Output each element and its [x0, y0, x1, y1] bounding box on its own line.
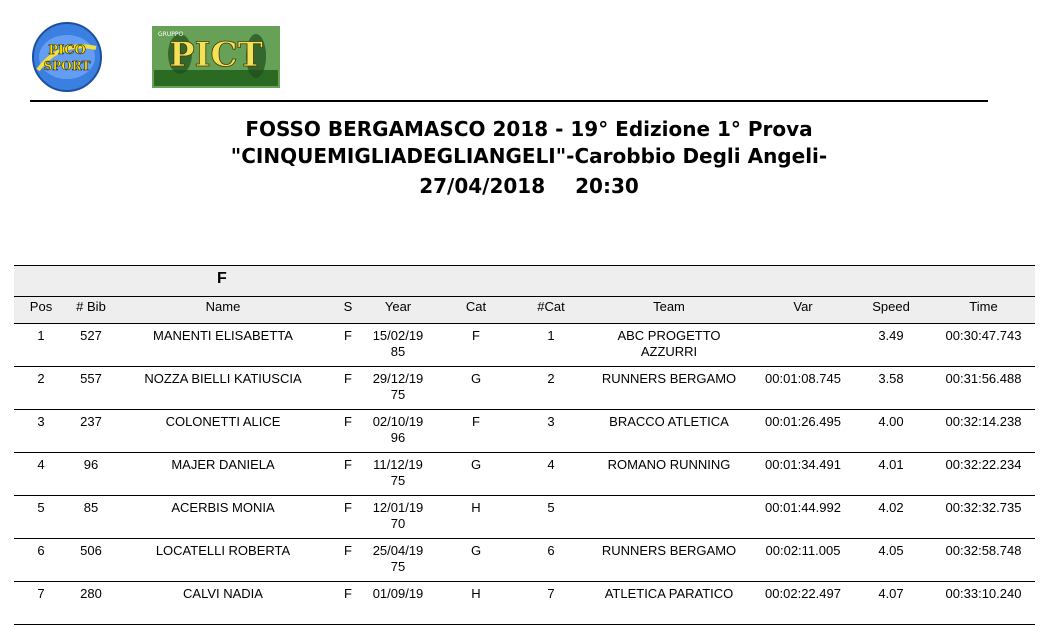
- event-datetime: [0, 173, 1058, 200]
- pict-group-logo: [152, 26, 280, 88]
- row-bib-cell: 506: [68, 539, 114, 582]
- row-bib-cell: 280: [68, 582, 114, 625]
- row-team-cell-line1: ATLETICA PARATICO: [604, 586, 734, 601]
- row-year-cell: [364, 539, 432, 582]
- pict-logo-main: PICT: [169, 35, 263, 75]
- row-year-cell-line2: 75: [390, 387, 406, 402]
- row-cat-cell: G: [432, 539, 520, 582]
- column-header-bib: # Bib: [68, 297, 114, 324]
- row-team-cell: [582, 453, 756, 496]
- row-speed-cell: 4.01: [850, 453, 932, 496]
- event-time: 20:30: [575, 174, 639, 198]
- row-speed-cell: 3.49: [850, 324, 932, 367]
- row-sex-cell: F: [332, 453, 364, 496]
- row-sex-cell: F: [332, 324, 364, 367]
- table-row: [14, 539, 1035, 582]
- table-row: [14, 582, 1035, 625]
- row-name-cell: MAJER DANIELA: [114, 453, 332, 496]
- row-year-cell: [364, 324, 432, 367]
- row-pos-cell: 3: [14, 410, 68, 453]
- row-cat-cell: H: [432, 582, 520, 625]
- row-sex-cell: F: [332, 496, 364, 539]
- row-year-cell: [364, 367, 432, 410]
- row-var-cell: [756, 324, 850, 367]
- row-pos-cell: 1: [14, 324, 68, 367]
- row-year-cell-line2: 70: [390, 516, 406, 531]
- row-cat-rank-cell: 3: [520, 410, 582, 453]
- row-team-cell: [582, 367, 756, 410]
- row-bib-cell: 527: [68, 324, 114, 367]
- pico-logo-line1: PICO: [48, 43, 86, 58]
- row-time-cell: 00:30:47.743: [932, 324, 1035, 367]
- row-name-cell: LOCATELLI ROBERTA: [114, 539, 332, 582]
- row-speed-cell: 4.00: [850, 410, 932, 453]
- row-sex-cell: F: [332, 410, 364, 453]
- pico-logo-line2: SPORT: [43, 59, 91, 73]
- row-speed-cell: 4.07: [850, 582, 932, 625]
- event-date: 27/04/2018: [419, 174, 546, 198]
- row-time-cell: 00:32:58.748: [932, 539, 1035, 582]
- row-time-cell: 00:32:32.735: [932, 496, 1035, 539]
- row-name-cell: NOZZA BIELLI KATIUSCIA: [114, 367, 332, 410]
- row-cat-rank-cell: 4: [520, 453, 582, 496]
- row-cat-cell: H: [432, 496, 520, 539]
- row-cat-rank-cell: 2: [520, 367, 582, 410]
- column-header-team: Team: [582, 297, 756, 324]
- column-header-cat: Cat: [432, 297, 520, 324]
- row-year-cell: [364, 453, 432, 496]
- column-header-time: Time: [932, 297, 1035, 324]
- row-bib-cell: 557: [68, 367, 114, 410]
- column-header-year: Year: [364, 297, 432, 324]
- row-team-cell: [582, 324, 756, 367]
- row-name-cell: CALVI NADIA: [114, 582, 332, 625]
- row-year-cell-line1: 15/02/19: [372, 328, 424, 343]
- table-row: [14, 410, 1035, 453]
- row-year-cell: [364, 582, 432, 625]
- row-cat-cell: G: [432, 367, 520, 410]
- event-title: FOSSO BERGAMASCO 2018 - 19° Edizione 1° Prova: [245, 117, 813, 141]
- row-team-cell: [582, 539, 756, 582]
- row-speed-cell: 3.58: [850, 367, 932, 410]
- header-divider: [30, 100, 988, 102]
- row-var-cell: 00:02:22.497: [756, 582, 850, 625]
- table-header-row: [14, 297, 1035, 324]
- category-group-label: F: [217, 270, 227, 287]
- row-speed-cell: 4.05: [850, 539, 932, 582]
- row-cat-rank-cell: 6: [520, 539, 582, 582]
- row-var-cell: 00:01:08.745: [756, 367, 850, 410]
- row-cat-rank-cell: 1: [520, 324, 582, 367]
- results-table-container: [14, 265, 1035, 625]
- row-team-cell-line1: ROMANO RUNNING: [607, 457, 731, 472]
- row-time-cell: 00:31:56.488: [932, 367, 1035, 410]
- row-team-cell: [582, 410, 756, 453]
- row-var-cell: 00:01:44.992: [756, 496, 850, 539]
- row-cat-rank-cell: 5: [520, 496, 582, 539]
- row-time-cell: 00:33:10.240: [932, 582, 1035, 625]
- row-pos-cell: 2: [14, 367, 68, 410]
- row-team-cell: [582, 496, 756, 539]
- table-row: [14, 453, 1035, 496]
- row-year-cell-line1: 29/12/19: [372, 371, 424, 386]
- event-title-block: [0, 116, 1058, 200]
- row-year-cell-line2: 75: [390, 559, 406, 574]
- pico-sport-logo: [30, 20, 104, 94]
- event-subtitle: "CINQUEMIGLIADEGLIANGELI"-Carobbio Degli Angeli-: [230, 144, 828, 168]
- row-year-cell-line2: 85: [390, 344, 406, 359]
- row-cat-cell: F: [432, 324, 520, 367]
- row-speed-cell: 4.02: [850, 496, 932, 539]
- row-var-cell: 00:02:11.005: [756, 539, 850, 582]
- pict-logo-small: GRUPPO: [158, 31, 184, 38]
- column-header-speed: Speed: [850, 297, 932, 324]
- column-header-pos: Pos: [14, 297, 68, 324]
- column-header-var: Var: [756, 297, 850, 324]
- row-year-cell: [364, 410, 432, 453]
- row-team-cell: [582, 582, 756, 625]
- row-team-cell-line1: RUNNERS BERGAMO: [601, 543, 737, 558]
- row-time-cell: 00:32:22.234: [932, 453, 1035, 496]
- row-name-cell: COLONETTI ALICE: [114, 410, 332, 453]
- row-year-cell-line1: 25/04/19: [372, 543, 424, 558]
- column-header-name: Name: [114, 297, 332, 324]
- row-bib-cell: 237: [68, 410, 114, 453]
- row-team-cell-line1: ABC PROGETTO: [617, 328, 721, 343]
- row-year-cell-line1: 11/12/19: [373, 457, 423, 472]
- row-pos-cell: 6: [14, 539, 68, 582]
- row-bib-cell: 96: [68, 453, 114, 496]
- row-pos-cell: 7: [14, 582, 68, 625]
- row-sex-cell: F: [332, 582, 364, 625]
- row-pos-cell: 4: [14, 453, 68, 496]
- row-team-cell-line1: RUNNERS BERGAMO: [601, 371, 737, 386]
- row-cat-cell: G: [432, 453, 520, 496]
- row-year-cell-line2: 75: [390, 473, 406, 488]
- results-table: [14, 297, 1035, 625]
- row-time-cell: 00:32:14.238: [932, 410, 1035, 453]
- row-var-cell: 00:01:34.491: [756, 453, 850, 496]
- row-sex-cell: F: [332, 367, 364, 410]
- row-year-cell-line1: 12/01/19: [372, 500, 424, 515]
- row-var-cell: 00:01:26.495: [756, 410, 850, 453]
- row-year-cell-line2: 96: [390, 430, 406, 445]
- column-header-cat-rank: #Cat: [520, 297, 582, 324]
- row-year-cell-line1: 01/09/19: [372, 586, 424, 601]
- table-row: [14, 324, 1035, 367]
- row-year-cell-line1: 02/10/19: [372, 414, 424, 429]
- column-header-sex: S: [332, 297, 364, 324]
- row-cat-rank-cell: 7: [520, 582, 582, 625]
- row-pos-cell: 5: [14, 496, 68, 539]
- row-bib-cell: 85: [68, 496, 114, 539]
- row-team-cell-line2: AZZURRI: [640, 344, 698, 359]
- row-team-cell-line1: BRACCO ATLETICA: [609, 414, 729, 429]
- row-year-cell: [364, 496, 432, 539]
- row-name-cell: ACERBIS MONIA: [114, 496, 332, 539]
- table-row: [14, 367, 1035, 410]
- category-group-bar: [14, 266, 1035, 297]
- row-cat-cell: F: [432, 410, 520, 453]
- row-sex-cell: F: [332, 539, 364, 582]
- row-name-cell: MANENTI ELISABETTA: [114, 324, 332, 367]
- table-row: [14, 496, 1035, 539]
